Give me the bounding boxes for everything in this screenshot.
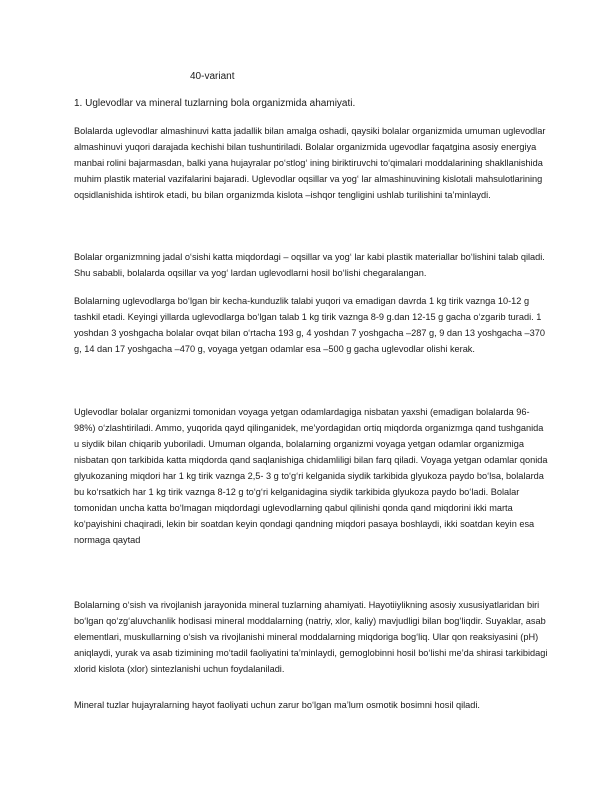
paragraph-daily-requirement: Bolalarning uglevodlarga bo‘lgan bir kecha-kunduzlik talabi yuqori va emadigan davrda 1 kg tirik vaznga 10-12 g tashkil etadi. Keyingi yillarda uglevodlarga bo‘lgan talab 1 kg tirik vaznga 8-9 g.dan 12-15 g gacha o‘zgarib turadi. 1 yoshdan 3 yoshgacha bolalar ovqat bilan o‘rtacha 193 g, 4 yoshdan 7 yoshgacha –287 g, 9 dan 13 yoshgacha –370 g, 14 dan 17 yoshgacha –470 g, voyaga yetgan odamlar esa –500 g gacha uglevodlar olishi kerak. (74, 296, 545, 354)
paragraph-carbohydrate-metabolism: Bolalarda uglevodlar almashinuvi katta jadallik bilan amalga oshadi, qaysiki bolalar organizmida umuman uglevodlar almashinuvi yuqori darajada kechishi bilan tushuntiriladi. Bolalar organizmida ugevodlar faqatgina asosiy energiya manbai rolini bajarmasdan, balki yana hujayralar po‘stlog‘ ining biriktiruvchi to‘qimalari moddalarining shakllanishida muhim plastik material vazifalarini bajaradi. Uglevodlar oqsillar va yog‘ lar almashinuvining kislotali mahsulotlarining oqsidlanishida ishtirok etadi, bu bilan organizmda kislota –ishqor tengligini ushlab turilishini ta’minlaydi. (74, 126, 546, 200)
paragraph-mineral-salts: Bolalarning o‘sish va rivojlanish jarayonida mineral tuzlarning ahamiyati. Hayotiiylikning asosiy xususiyatlaridan biri bo‘lgan qo‘zg‘aluvchanlik hodisasi mineral moddalarning (natriy, xlor, kaliy) mavjudligi bilan bog‘liqdir. Suyaklar, asab elementlari, muskullarning o‘sish va rivojlanishi mineral moddalarning miqdoriga bog‘liq. Ular qon reaksiyasini (pH) aniqlaydi, yurak va asab tizimining mo‘tadil faoliyatini ta’minlaydi, gemoglobinni hosil bo‘lishi me’da shirasi tarkibidagi xlorid kislota (xlor) sintezlanishi uchun foydalaniladi. (74, 600, 548, 674)
question-heading: 1. Uglevodlar va mineral tuzlarning bola organizmida ahamiyati. (74, 98, 356, 109)
paragraph-absorption: Uglevodlar bolalar organizmi tomonidan voyaga yetgan odamlardagiga nisbatan yaxshi (emadigan bolalarda 96-98%) o‘zlashtiriladi. Ammo, yuqorida qayd qilinganidek, me’yordagidan ortiq miqdorda organizmga qand tushganida u siydik bilan chiqarib yuboriladi. Umuman olganda, bolalarning organizmi voyaga yetgan odamlar organizmiga nisbatan qon tarkibida katta miqdorda qand saqlanishiga chidamliligi bilan farq qiladi. Voyaga yetgan odamlar qonida glyukozaning miqdori har 1 kg tirik vaznga 2,5- 3 g to‘g‘ri kelganida siydik tarkibida glyukoza paydo bo‘lsa, bolalarda bu ko‘rsatkich har 1 kg tirik vaznga 8-12 g to‘g‘ri kelganidagina siydik tarkibida glyukoza paydo bo‘ladi. Bolalar tomonidan uncha katta bo‘lmagan miqdordagi uglevodlarning qabul qilinishi qonda qand miqdorini ikki marta ko‘payishini chaqiradi, lekin bir soatdan keyin qondagi qandning miqdori pasaya boshlaydi, ikki soatdan keyin esa normaga qaytad (74, 407, 548, 545)
variant-title: 40-variant (190, 71, 235, 82)
paragraph-growth-needs: Bolalar organizmning jadal o‘sishi katta miqdordagi – oqsillar va yog‘ lar kabi plastik materiallar bo‘lishini talab qiladi. Shu sababli, bolalarda oqsillar va yog‘ lardan uglevodlarni hosil bo‘lishi chegaralangan. (74, 252, 545, 278)
paragraph-osmotic-pressure: Mineral tuzlar hujayralarning hayot faoliyati uchun zarur bo‘lgan ma’lum osmotik bosimni hosil qiladi. (74, 700, 480, 710)
